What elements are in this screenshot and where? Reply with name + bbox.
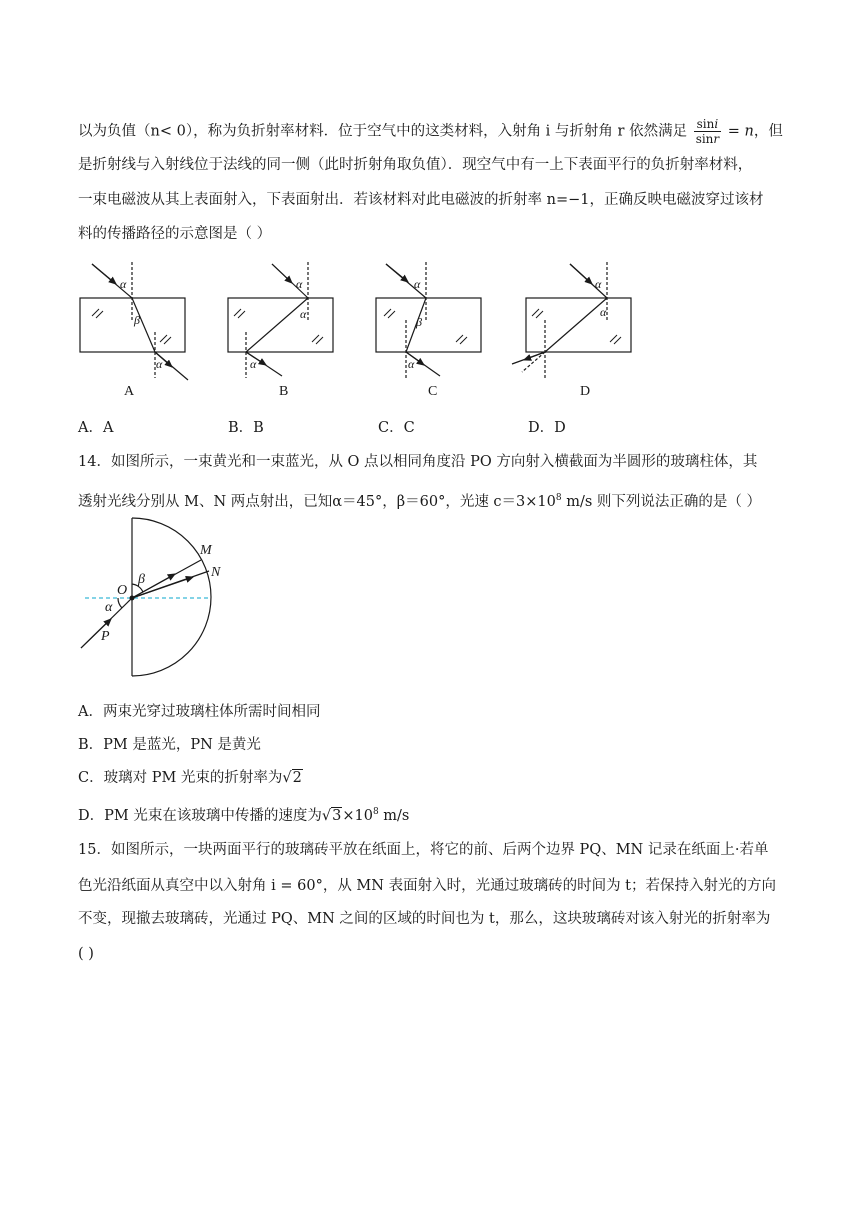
fig-a-alpha2: α bbox=[156, 357, 163, 371]
fig-b-alpha2: α bbox=[300, 307, 307, 321]
point-n-label: N bbox=[211, 565, 221, 580]
q13-line1-text: 以为负值（n< 0），称为负折射率材料．位于空气中的这类材料，入射角 i 与折射角 r 依然满足 bbox=[78, 123, 688, 140]
q13-line-1: 以为负值（n< 0），称为负折射率材料．位于空气中的这类材料，入射角 i 与折射角 r 依然满足 $\frac{\sin i}{\sin r}$ = n，但 bbox=[78, 117, 783, 146]
q14-choice-a: A．两束光穿过玻璃柱体所需时间相同 bbox=[78, 704, 321, 720]
fig-b-alpha3: α bbox=[250, 357, 257, 371]
fig-d-alpha: α bbox=[595, 277, 602, 291]
q13-option-a: A．A bbox=[78, 420, 114, 436]
fig-c-beta: β bbox=[416, 315, 422, 329]
q14-choice-c: C．玻璃对 PM 光束的折射率为√2 bbox=[78, 770, 302, 786]
q14-line-1: 14．如图所示，一束黄光和一束蓝光，从 O 点以相同角度沿 PO 方向射入横截面为半圆形的玻璃柱体，其 bbox=[78, 454, 758, 470]
q15-line-3: 不变，现撤去玻璃砖，光通过 PQ、MN 之间的区域的时间也为 t，那么，这块玻璃砖对该入射光的折射率为 bbox=[78, 911, 771, 927]
q13-line-3: 一束电磁波从其上表面射入，下表面射出．若该材料对此电磁波的折射率 n=−1，正确反映电磁波穿过该材 bbox=[78, 192, 764, 208]
point-o-label: O bbox=[117, 583, 128, 598]
fig-d-label: D bbox=[580, 384, 591, 399]
q14-line-2: 透射光线分别从 M、N 两点射出，已知α＝45°，β＝60°，光速 $c=3\times 10^8$ m/s 则下列说法正确的是（ ） bbox=[78, 493, 762, 510]
snell-equals: = n bbox=[727, 123, 754, 140]
snell-fraction: $\frac{\sin i}{\sin r}$ bbox=[695, 117, 720, 146]
point-p-label: P bbox=[101, 629, 110, 644]
q13-line-2: 是折射线与入射线位于法线的同一侧（此时折射角取负值）．现空气中有一上下表面平行的负折射率材料， bbox=[78, 157, 753, 173]
fig-a-alpha: α bbox=[120, 277, 127, 291]
q15-line-1: 15．如图所示，一块两面平行的玻璃砖平放在纸面上，将它的前、后两个边界 PQ、MN 记录在纸面上·若单 bbox=[78, 842, 769, 858]
figure-b bbox=[228, 262, 333, 378]
fig-d-alpha2: α bbox=[600, 305, 607, 319]
q15-line-2: 色光沿纸面从真空中以入射角 i = 60°，从 MN 表面射入时，光通过玻璃砖的时间为 t；若保持入射光的方向 bbox=[78, 878, 776, 894]
q14-choice-d: D．PM 光束在该玻璃中传播的速度为$√3\times 10^8$ m/s bbox=[78, 807, 410, 824]
figure-d bbox=[512, 262, 631, 378]
angle-alpha-label: α bbox=[105, 600, 113, 615]
point-m-label: M bbox=[200, 543, 212, 558]
q14-choice-b: B．PM 是蓝光，PN 是黄光 bbox=[78, 737, 261, 753]
fig-b-label: B bbox=[279, 384, 289, 399]
angle-beta-label: β bbox=[138, 572, 145, 587]
q13-option-d: D．D bbox=[528, 420, 566, 436]
figure-c bbox=[376, 262, 481, 378]
fig-b-alpha: α bbox=[296, 277, 303, 291]
q15-line-4: ( ) bbox=[78, 946, 94, 962]
fig-a-label: A bbox=[124, 384, 135, 399]
q13-figures bbox=[0, 260, 860, 400]
q13-option-c: C．C bbox=[378, 420, 415, 436]
fig-c-label: C bbox=[428, 384, 438, 399]
fig-c-alpha: α bbox=[414, 277, 421, 291]
q13-option-b: B．B bbox=[228, 420, 264, 436]
fig-c-alpha2: α bbox=[408, 357, 415, 371]
fig-a-beta: β bbox=[134, 313, 140, 327]
q13-line-4: 料的传播路径的示意图是（ ） bbox=[78, 226, 272, 242]
q14-figure bbox=[75, 510, 235, 680]
